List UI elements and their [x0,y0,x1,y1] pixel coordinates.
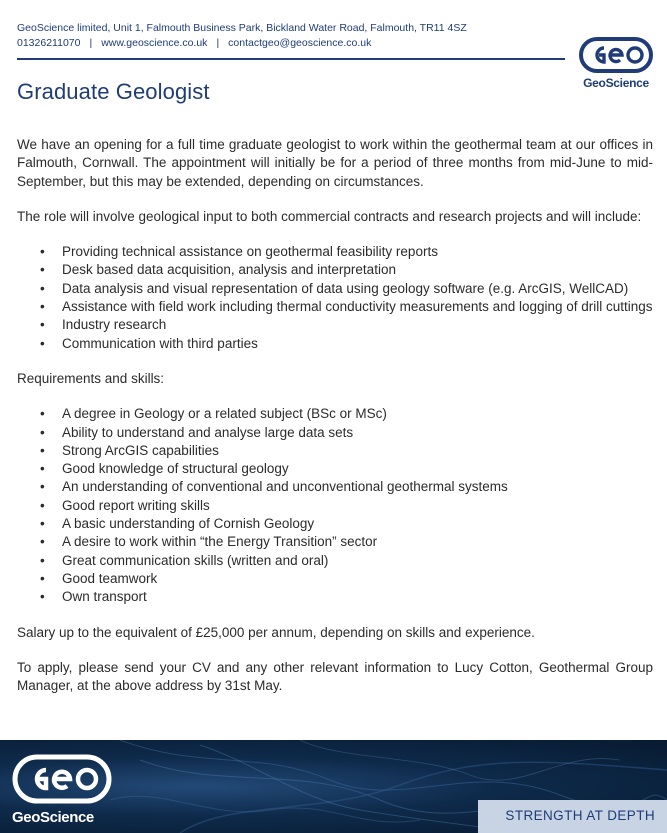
list-item: • A desire to work within “the Energy Transition” sector [17,533,653,551]
list-item: • Good knowledge of structural geology [17,460,653,478]
geoscience-logo-bottom [12,753,112,831]
intro-paragraph: We have an opening for a full time graduate geologist to work within the geothermal team at our offices in Falmouth, Cornwall. The appointment will initially be for a period of three months from mid-June to mid-September, but this may be extended, depending on circumstances. [17,137,653,189]
list-item: • Industry research [17,316,653,334]
list-item: • Ability to understand and analyse large data sets [17,424,653,442]
footer-banner [0,740,667,833]
list-item: • Good teamwork [17,570,653,588]
list-item: • Good report writing skills [17,497,653,515]
list-item: • Great communication skills (written and oral) [17,552,653,570]
letterhead [17,21,557,51]
footer-brand-text: GeoScience [12,809,94,826]
company-address: GeoScience limited, Unit 1, Falmouth Business Park, Bickland Water Road, Falmouth, TR11 4SZ [17,22,467,34]
page-title: Graduate Geologist [17,79,210,104]
list-item: • An understanding of conventional and unconventional geothermal systems [17,478,653,496]
role-list [17,243,653,353]
tagline: STRENGTH AT DEPTH [505,808,655,823]
logo-brand-text: GeoScience [583,76,649,90]
geo-logo-mark-icon [12,753,112,807]
phone-number: 01326211070 [17,37,81,49]
requirements-list [17,405,653,606]
list-item: • Strong ArcGIS capabilities [17,442,653,460]
list-item: • Communication with third parties [17,335,653,353]
apply-paragraph: To apply, please send your CV and any other relevant information to Lucy Cotton, Geothermal Group Manager, at the above address by 31st May. [17,659,653,694]
header-divider [17,58,565,60]
separator: | [89,37,93,49]
list-item: • Providing technical assistance on geothermal feasibility reports [17,243,653,261]
list-item: • A degree in Geology or a related subject (BSc or MSc) [17,405,653,423]
separator: | [216,37,220,49]
list-item: • Assistance with field work including thermal conductivity measurements and logging of drill cuttings [17,298,653,316]
geoscience-logo-top [578,37,654,90]
list-item: • A basic understanding of Cornish Geology [17,515,653,533]
website-link[interactable]: www.geoscience.co.uk [101,37,208,49]
geo-logo-mark-icon [578,37,654,75]
contact-line [17,36,557,51]
email-link[interactable]: contactgeo@geoscience.co.uk [228,37,372,49]
list-item: • Data analysis and visual representation of data using geology software (e.g. ArcGIS, WellCAD) [17,280,653,298]
salary-paragraph: Salary up to the equivalent of £25,000 per annum, depending on skills and experience. [17,624,535,640]
job-description [17,136,653,695]
tagline-band [478,800,667,833]
role-intro: The role will involve geological input to both commercial contracts and research projects and will include: [17,208,642,224]
list-item: • Desk based data acquisition, analysis and interpretation [17,261,653,279]
list-item: • Own transport [17,588,653,606]
requirements-intro: Requirements and skills: [17,370,165,386]
